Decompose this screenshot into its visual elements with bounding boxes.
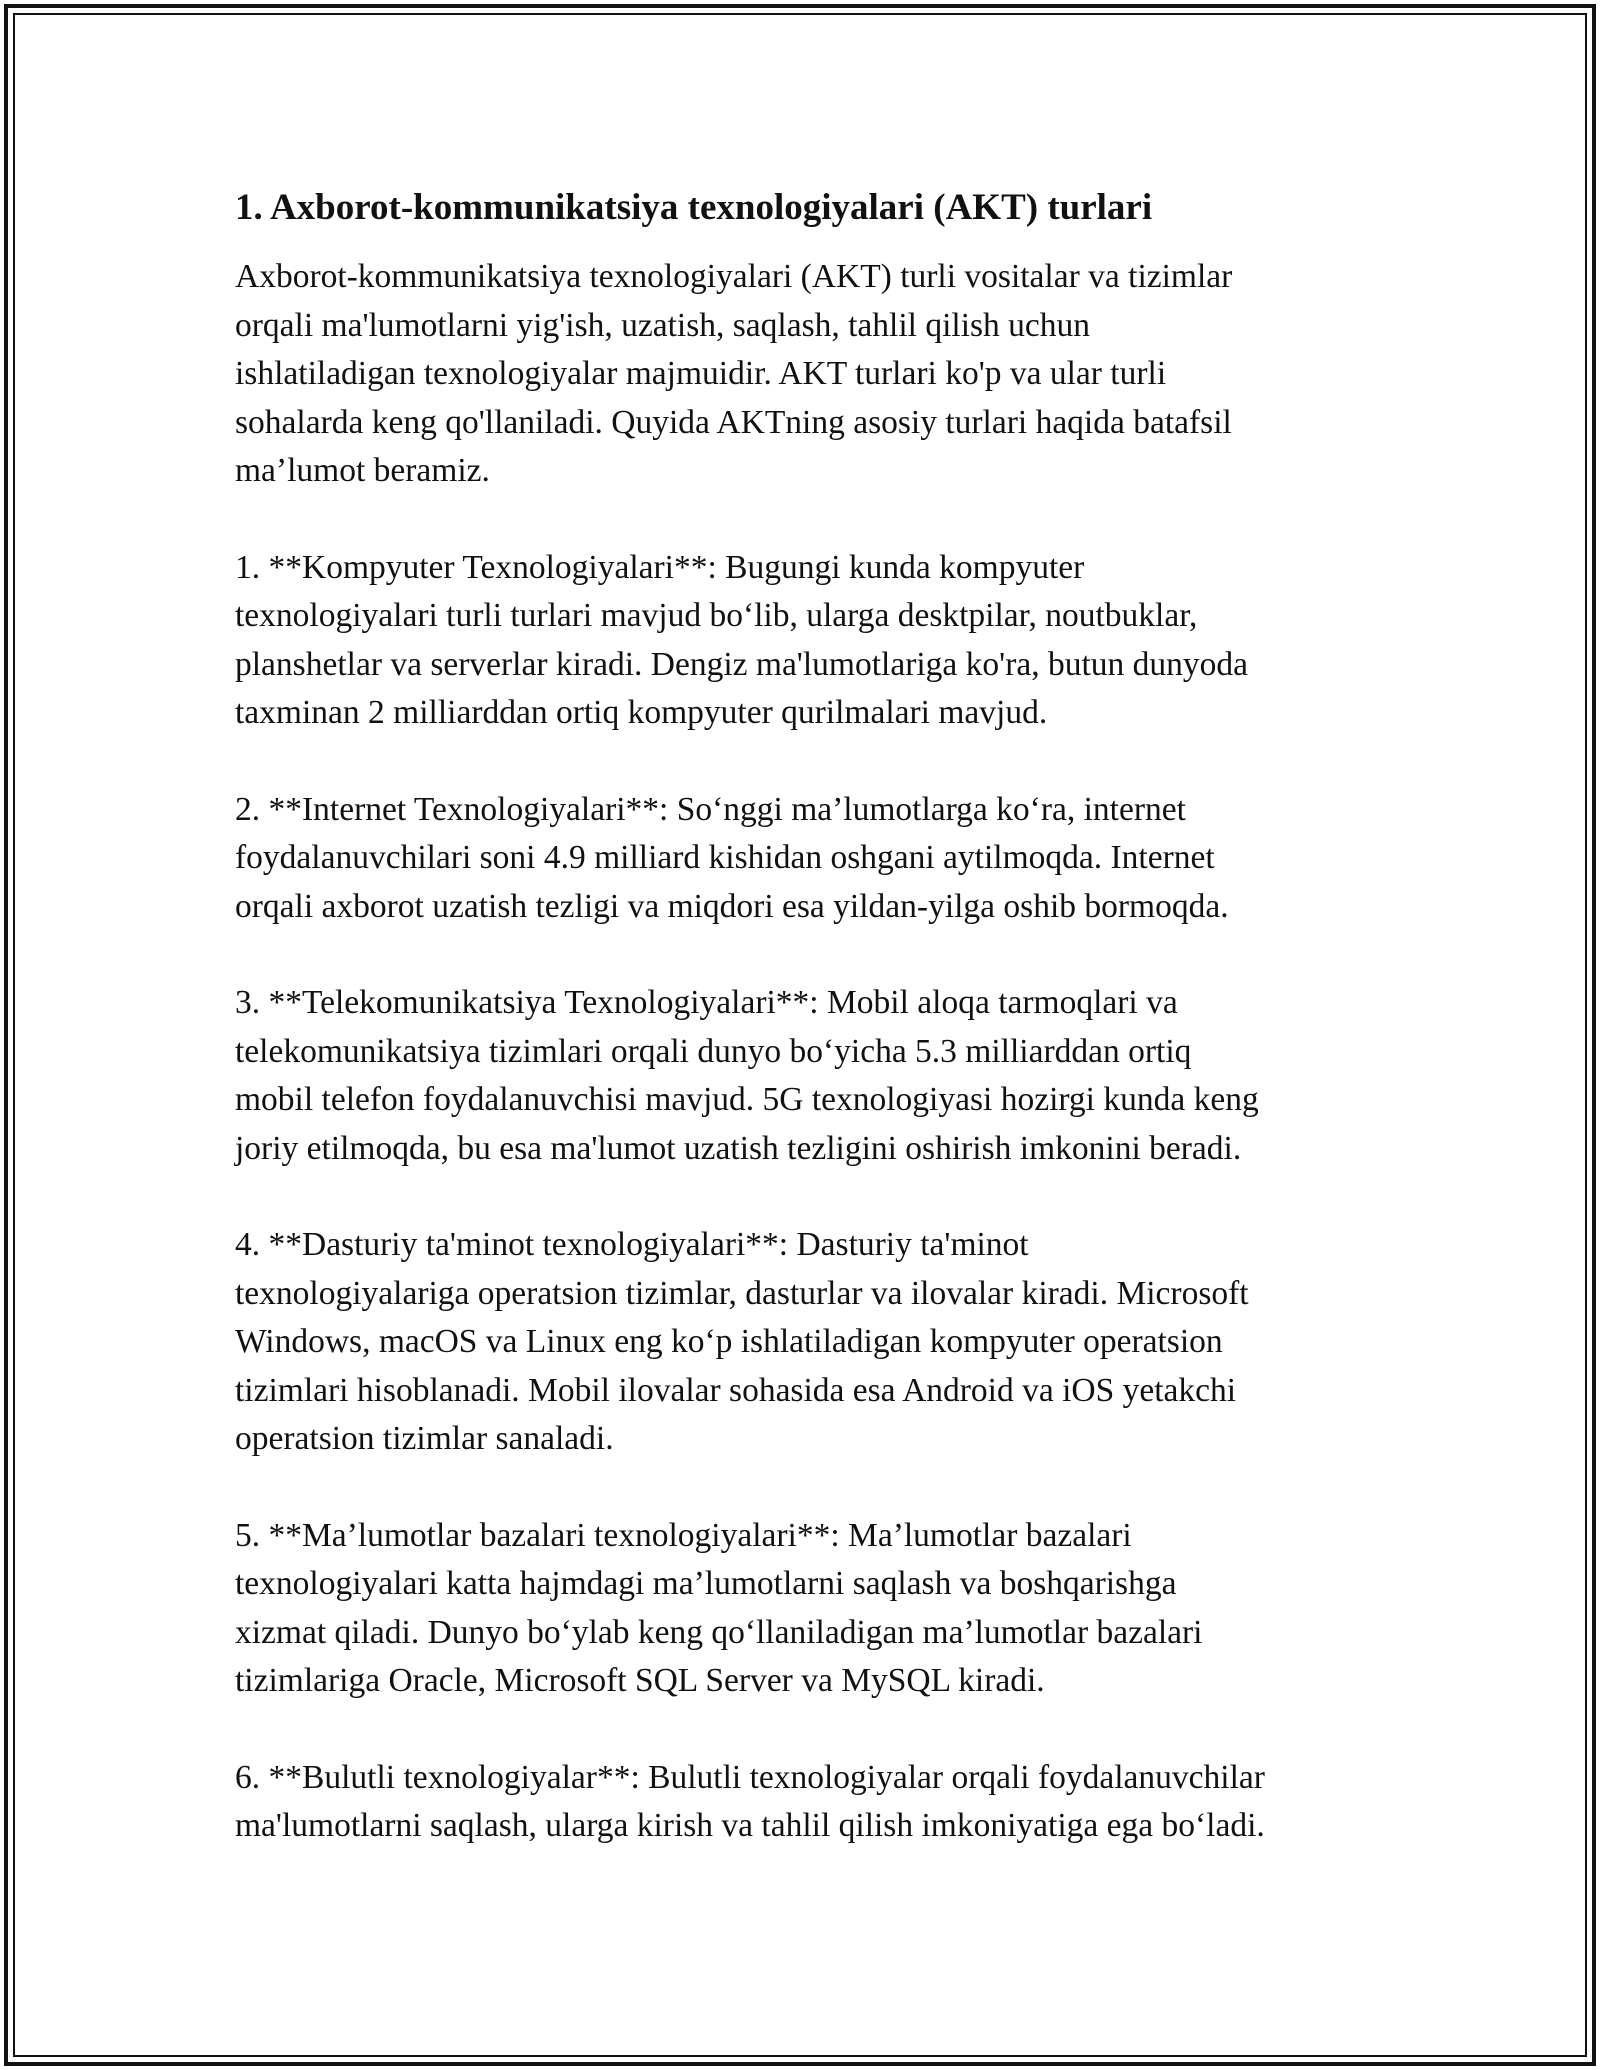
paragraph-database-technologies: [235, 1512, 1375, 1706]
paragraph-intro: [235, 253, 1375, 496]
paragraph-internet-technologies: [235, 786, 1375, 932]
paragraph-software-technologies: [235, 1221, 1375, 1464]
paragraph-line: orqali axborot uzatish tezligi va miqdori esa yildan-yilga oshib bormoqda.: [235, 887, 1229, 925]
paragraph-line: ishlatiladigan texnologiyalar majmuidir. AKT turlari ko'p va ular turli: [235, 355, 1167, 392]
paragraph-line: 2. **Internet Texnologiyalari**: So‘nggi ma’lumotlarga ko‘ra, internet: [235, 790, 1186, 828]
paragraph-line: sohalarda keng qo'llaniladi. Quyida AKTning asosiy turlari haqida batafsil: [235, 403, 1232, 441]
paragraph-line: texnologiyalari katta hajmdagi ma’lumotlarni saqlash va boshqarishga: [235, 1565, 1177, 1602]
paragraph-cloud-technologies: [235, 1754, 1375, 1851]
paragraph-line: texnologiyalari turli turlari mavjud bo‘lib, ularga desktpilar, noutbuklar,: [235, 597, 1198, 634]
paragraph-line: 1. **Kompyuter Texnologiyalari**: Bugungi kunda kompyuter: [235, 548, 1085, 586]
paragraph-line: mobil telefon foydalanuvchisi mavjud. 5G texnologiyasi hozirgi kunda keng: [235, 1081, 1259, 1118]
paragraph-line: taxminan 2 milliarddan ortiq kompyuter qurilmalari mavjud.: [235, 694, 1048, 731]
paragraph-line: ma’lumot beramiz.: [235, 452, 490, 489]
paragraph-line: foydalanuvchilari soni 4.9 milliard kishidan oshgani aytilmoqda. Internet: [235, 839, 1215, 876]
paragraph-line: texnologiyalariga operatsion tizimlar, dasturlar va ilovalar kiradi. Microsoft: [235, 1274, 1249, 1312]
paragraph-line: tizimlari hisoblanadi. Mobil ilovalar sohasida esa Android va iOS yetakchi: [235, 1371, 1237, 1409]
paragraph-line: Windows, macOS va Linux eng ko‘p ishlatiladigan kompyuter operatsion: [235, 1323, 1223, 1360]
paragraph-line: 6. **Bulutli texnologiyalar**: Bulutli texnologiyalar orqali foydalanuvchilar: [235, 1758, 1265, 1796]
paragraph-line: planshetlar va serverlar kiradi. Dengiz ma'lumotlariga ko'ra, butun dunyoda: [235, 645, 1249, 683]
paragraph-line: operatsion tizimlar sanaladi.: [235, 1420, 614, 1457]
paragraph-line: joriy etilmoqda, bu esa ma'lumot uzatish tezligini oshirish imkonini beradi.: [235, 1129, 1242, 1167]
paragraph-line: 4. **Dasturiy ta'minot texnologiyalari**: Dasturiy ta'minot: [235, 1226, 1029, 1263]
paragraph-line: 3. **Telekomunikatsiya Texnologiyalari**: Mobil aloqa tarmoqlari va: [235, 984, 1178, 1021]
paragraph-line: telekomunikatsiya tizimlari orqali dunyo bo‘yicha 5.3 milliarddan ortiq: [235, 1032, 1192, 1070]
paragraph-line: xizmat qiladi. Dunyo bo‘ylab keng qo‘llaniladigan ma’lumotlar bazalari: [235, 1613, 1203, 1651]
paragraph-line: ma'lumotlarni saqlash, ularga kirish va tahlil qilish imkoniyatiga ega bo‘ladi.: [235, 1807, 1265, 1844]
paragraph-line: orqali ma'lumotlarni yig'ish, uzatish, saqlash, tahlil qilish uchun: [235, 306, 1091, 344]
document-title: 1. Axborot-kommunikatsiya texnologiyalari (AKT) turlari: [235, 187, 1153, 228]
paragraph-telecom-technologies: [235, 979, 1375, 1173]
paragraph-line: tizimlariga Oracle, Microsoft SQL Server va MySQL kiradi.: [235, 1662, 1045, 1699]
paragraph-line: Axborot-kommunikatsiya texnologiyalari (AKT) turli vositalar va tizimlar: [235, 258, 1233, 295]
paragraph-line: 5. **Ma’lumotlar bazalari texnologiyalari**: Ma’lumotlar bazalari: [235, 1516, 1132, 1554]
document-body: [235, 185, 1375, 1851]
paragraph-computer-technologies: [235, 544, 1375, 738]
